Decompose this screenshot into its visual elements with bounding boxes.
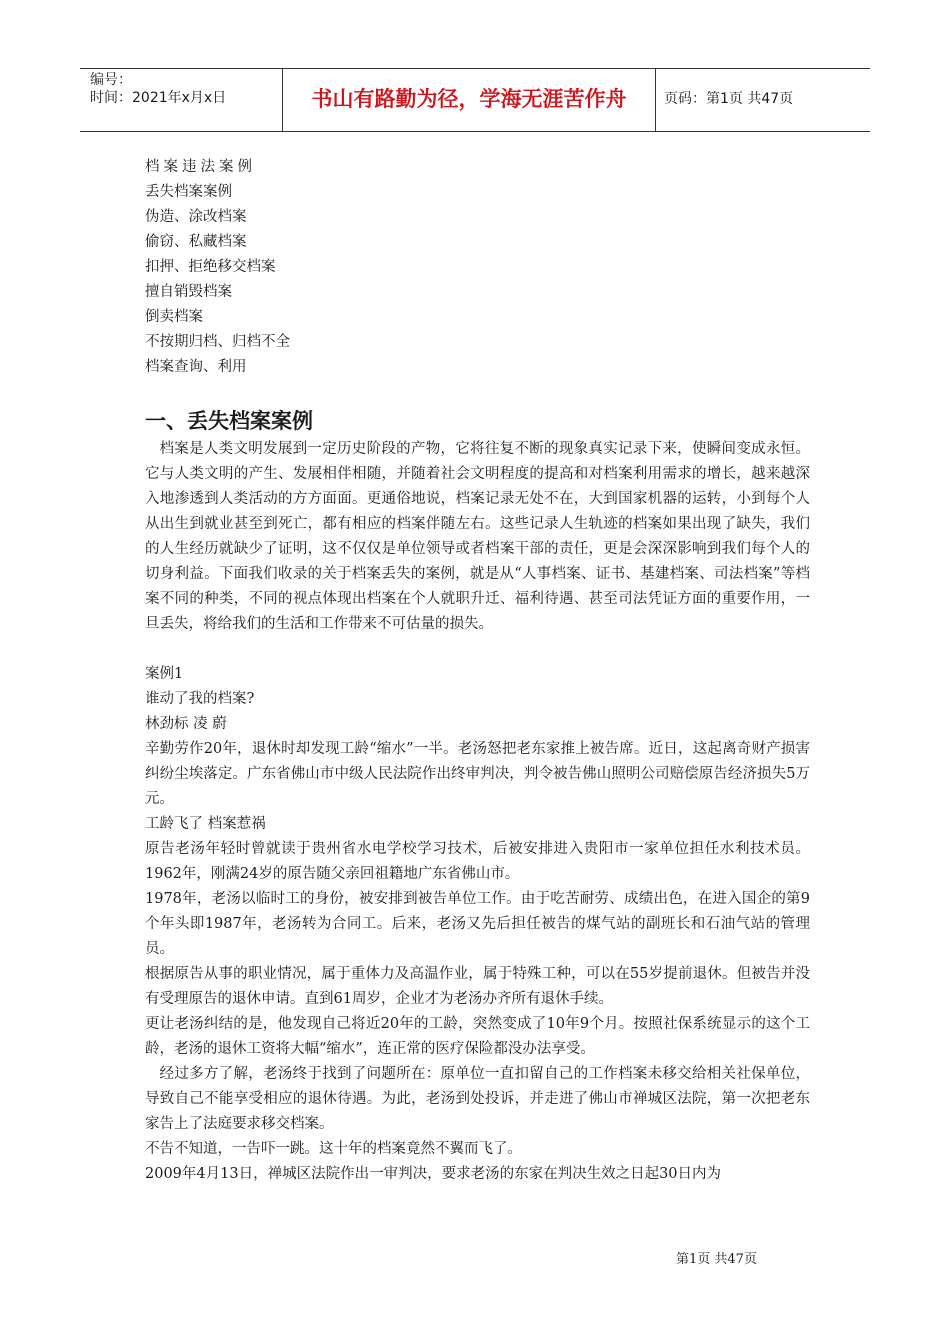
paragraph-spacer [145, 637, 810, 662]
toc-item: 擅自销毁档案 [145, 284, 232, 300]
case-title: 谁动了我的档案? [145, 691, 255, 707]
time-label: 时间：2021年x月x日 [90, 90, 227, 106]
section-title: 一、丢失档案案例 [145, 409, 313, 433]
case-paragraph: 经过多方了解，老汤终于找到了问题所在：原单位一直扣留自己的工作档案未移交给相关社保单位，导致自己不能享受相应的退休待遇。为此，老汤到处投诉，并走进了佛山市禅城区法院，第一次把老东家告上了法庭要求移交档案。 [145, 1066, 810, 1132]
toc-item: 档案违法案例 [145, 159, 256, 175]
table-of-contents [145, 155, 290, 380]
case-authors: 林劲标 凌 蔚 [145, 716, 227, 732]
header-page-label: 页码：第1页 共47页 [664, 91, 794, 107]
case-paragraph: 辛勤劳作20年，退休时却发现工龄“缩水”一半。老汤怒把老东家推上被告席。近日，这起离奇财产损害纠纷尘埃落定。广东省佛山市中级人民法院作出终审判决，判令被告佛山照明公司赔偿原告经济损失5万元。 [145, 741, 810, 807]
toc-item: 倒卖档案 [145, 309, 203, 325]
toc-item: 不按期归档、归档不全 [145, 334, 290, 350]
case-paragraph: 工龄飞了 档案惹祸 [145, 816, 266, 832]
case-paragraph: 根据原告从事的职业情况，属于重体力及高温作业，属于特殊工种，可以在55岁提前退休。但被告并没有受理原告的退休申请。直到61周岁，企业才为老汤办齐所有退休手续。 [145, 966, 810, 1007]
case-paragraph: 1978年，老汤以临时工的身份，被安排到被告单位工作。由于吃苦耐劳、成绩出色，在进入国企的第9个年头即1987年，老汤转为合同工。后来，老汤又先后担任被告的煤气站的副班长和石油气站的管理员。 [145, 891, 810, 957]
case-paragraph: 2009年4月13日，禅城区法院作出一审判决，要求老汤的东家在判决生效之日起30日内为 [145, 1166, 722, 1182]
case-paragraph: 更让老汤纠结的是，他发现自己将近20年的工龄，突然变成了10年9个月。按照社保系统显示的这个工龄，老汤的退休工资将大幅“缩水”，连正常的医疗保险都没办法享受。 [145, 1016, 810, 1057]
toc-item: 档案查询、利用 [145, 359, 247, 375]
case-paragraphs [145, 737, 810, 1187]
page-header [80, 68, 870, 132]
toc-item: 扣押、拒绝移交档案 [145, 259, 276, 275]
toc-item: 丢失档案案例 [145, 184, 232, 200]
document-body [145, 437, 810, 1187]
number-label: 编号： [90, 72, 132, 88]
intro-paragraph: 档案是人类文明发展到一定历史阶段的产物，它将往复不断的现象真实记录下来，使瞬间变成永恒。它与人类文明的产生、发展相伴相随，并随着社会文明程度的提高和对档案利用需求的增长，越来越深入地渗透到人类活动的方方面面。更通俗地说，档案记录无处不在，大到国家机器的运转，小到每个人从出生到就业甚至到死亡，都有相应的档案伴随左右。这些记录人生轨迹的档案如果出现了缺失，我们的人生经历就缺少了证明，这不仅仅是单位领导或者档案干部的责任，更是会深深影响到我们每个人的切身利益。下面我们收录的关于档案丢失的案例，就是从“人事档案、证书、基建档案、司法档案”等档案不同的种类，不同的视点体现出档案在个人就职升迁、福利待遇、甚至司法凭证方面的重要作用，一旦丢失，将给我们的生活和工作带来不可估量的损失。 [145, 441, 810, 632]
toc-item: 伪造、涂改档案 [145, 209, 247, 225]
header-motto: 书山有路勤为径，学海无涯苦作舟 [283, 69, 656, 131]
header-meta [80, 69, 283, 131]
page-footer: 第1页 共47页 [676, 1252, 757, 1267]
case-label: 案例1 [145, 666, 184, 682]
case-paragraph: 不告不知道，一告吓一跳。这十年的档案竟然不翼而飞了。 [145, 1141, 522, 1157]
case-paragraph: 原告老汤年轻时曾就读于贵州省水电学校学习技术，后被安排进入贵阳市一家单位担任水利技术员。1962年，刚满24岁的原告随父亲回祖籍地广东省佛山市。 [145, 841, 810, 882]
toc-item: 偷窃、私藏档案 [145, 234, 247, 250]
